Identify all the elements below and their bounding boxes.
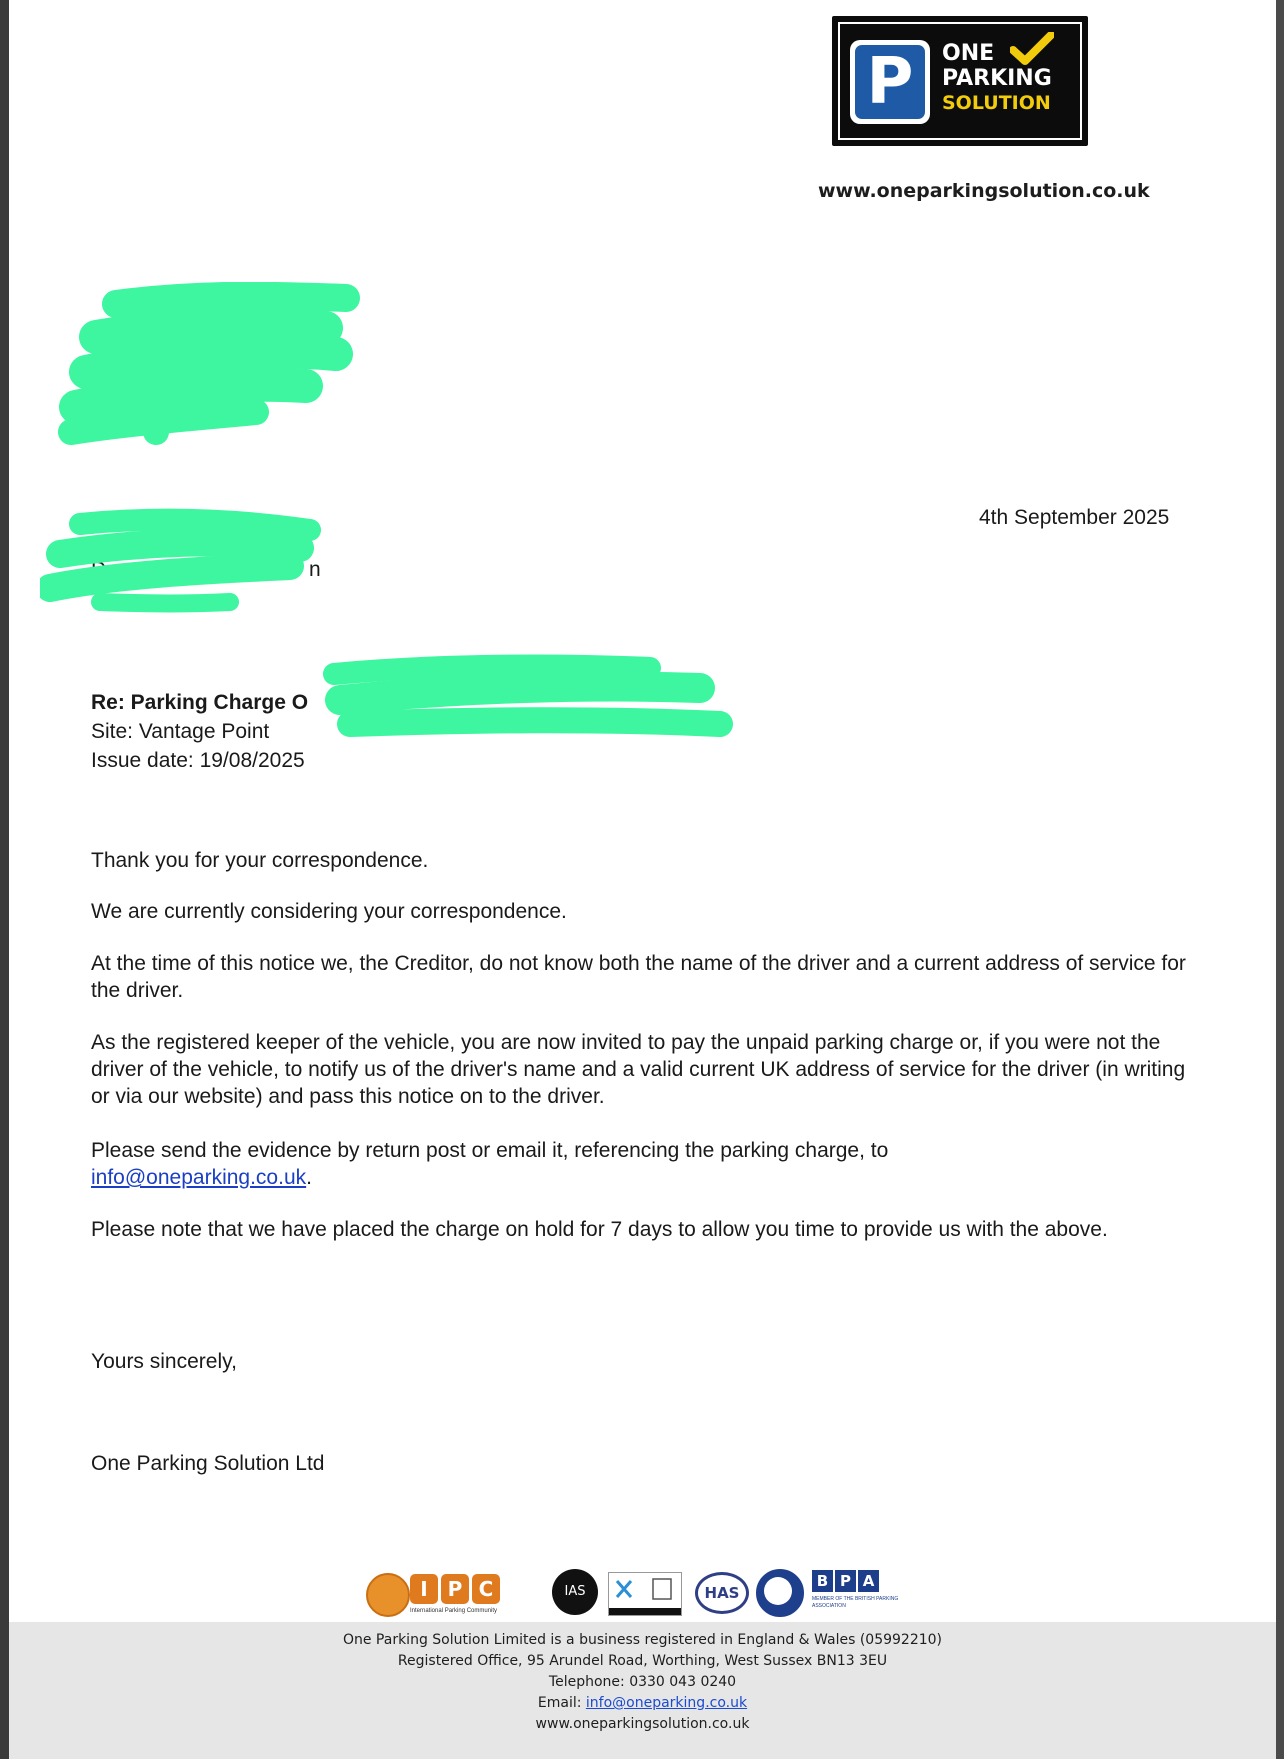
footer-registration: One Parking Solution Limited is a business registered in England & Wales (05992210) [342,1632,943,1648]
checkmark-icon [1010,32,1054,66]
redaction-reference [320,654,740,744]
ipc-logo [410,1574,500,1606]
evidence-period: . [306,1166,312,1189]
greeting-start: D [91,558,107,581]
paragraph-hold-notice: Please note that we have placed the charge on hold for 7 days to allow you time to provide us with the above. [91,1218,1108,1241]
bpa-logo [812,1570,879,1592]
accreditation-badges [360,1566,920,1618]
signature-line: One Parking Solution Ltd [91,1452,325,1475]
redaction-greeting [40,508,340,618]
evidence-text: Please send the evidence by return post or email it, referencing the parking charge, to [91,1139,889,1162]
bpa-letter-a: A [858,1570,879,1592]
letter-footer [9,1622,1276,1759]
parking-p-letter: P [866,45,914,119]
ias-logo: IAS [552,1569,598,1615]
paragraph-thanks: Thank you for your correspondence. [91,849,429,872]
ipc-letter-i: I [410,1574,438,1604]
footer-text [9,1630,1276,1735]
parking-p-background [855,45,925,119]
bpa-letter-b: B [812,1570,833,1592]
reference-block [91,688,308,775]
paragraph-considering: We are currently considering your correspondence. [91,900,567,923]
issue-date-line: Issue date: 19/08/2025 [91,749,305,772]
iso-mark-icon [609,1573,681,1607]
paragraph-evidence [91,1137,1201,1191]
redaction-address [56,282,366,462]
paragraph-keeper-invite: As the registered keeper of the vehicle, you are now invited to pay the unpaid parking charge or, if you were not the driver of the vehicle, to notify us of the driver's name and a valid current UK address of service for the driver (in writing or via our website) and pass this notice on to the driver. [91,1031,1186,1108]
evidence-email-link[interactable]: info@oneparking.co.uk [91,1166,307,1189]
approved-operator-seal-icon [756,1569,804,1617]
reference-title: Re: Parking Charge O [91,691,309,714]
site-line: Site: Vantage Point [91,720,270,743]
footer-email-link[interactable]: info@oneparking.co.uk [585,1695,748,1711]
bpa-letter-p: P [835,1570,856,1592]
has-logo: HAS [695,1572,749,1614]
letter-date: 4th September 2025 [979,506,1170,529]
footer-website[interactable]: www.oneparkingsolution.co.uk [535,1716,750,1732]
iso-certification-icon [608,1572,682,1616]
footer-registered-office: Registered Office, 95 Arundel Road, Worthing, West Sussex BN13 3EU [397,1653,888,1669]
header-website: www.oneparkingsolution.co.uk [818,180,1150,202]
iso-bar [609,1608,681,1615]
greeting-end: n [309,558,321,581]
logo-line-one: ONE [942,41,995,66]
page-edge-left [0,0,9,1759]
company-logo [832,16,1088,146]
footer-email-line [9,1693,1276,1714]
page-edge-right [1276,0,1284,1759]
award-seal-icon [366,1573,410,1617]
footer-telephone: Telephone: 0330 043 0240 [548,1674,737,1690]
logo-line-parking: PARKING [942,66,1052,91]
footer-email-label: Email: [537,1695,586,1711]
closing-line: Yours sincerely, [91,1350,237,1373]
parking-p-icon [850,40,930,124]
ipc-letter-p: P [441,1574,469,1604]
ipc-letter-c: C [472,1574,500,1604]
approved-seal-ring [764,1577,792,1605]
bpa-caption: MEMBER OF THE BRITISH PARKING ASSOCIATION [812,1596,899,1609]
logo-line-solution: SOLUTION [942,92,1051,114]
paragraph-creditor-notice: At the time of this notice we, the Creditor, do not know both the name of the driver and a current address of service for the driver. [91,952,1186,1002]
ipc-caption: International Parking Community [410,1608,498,1614]
